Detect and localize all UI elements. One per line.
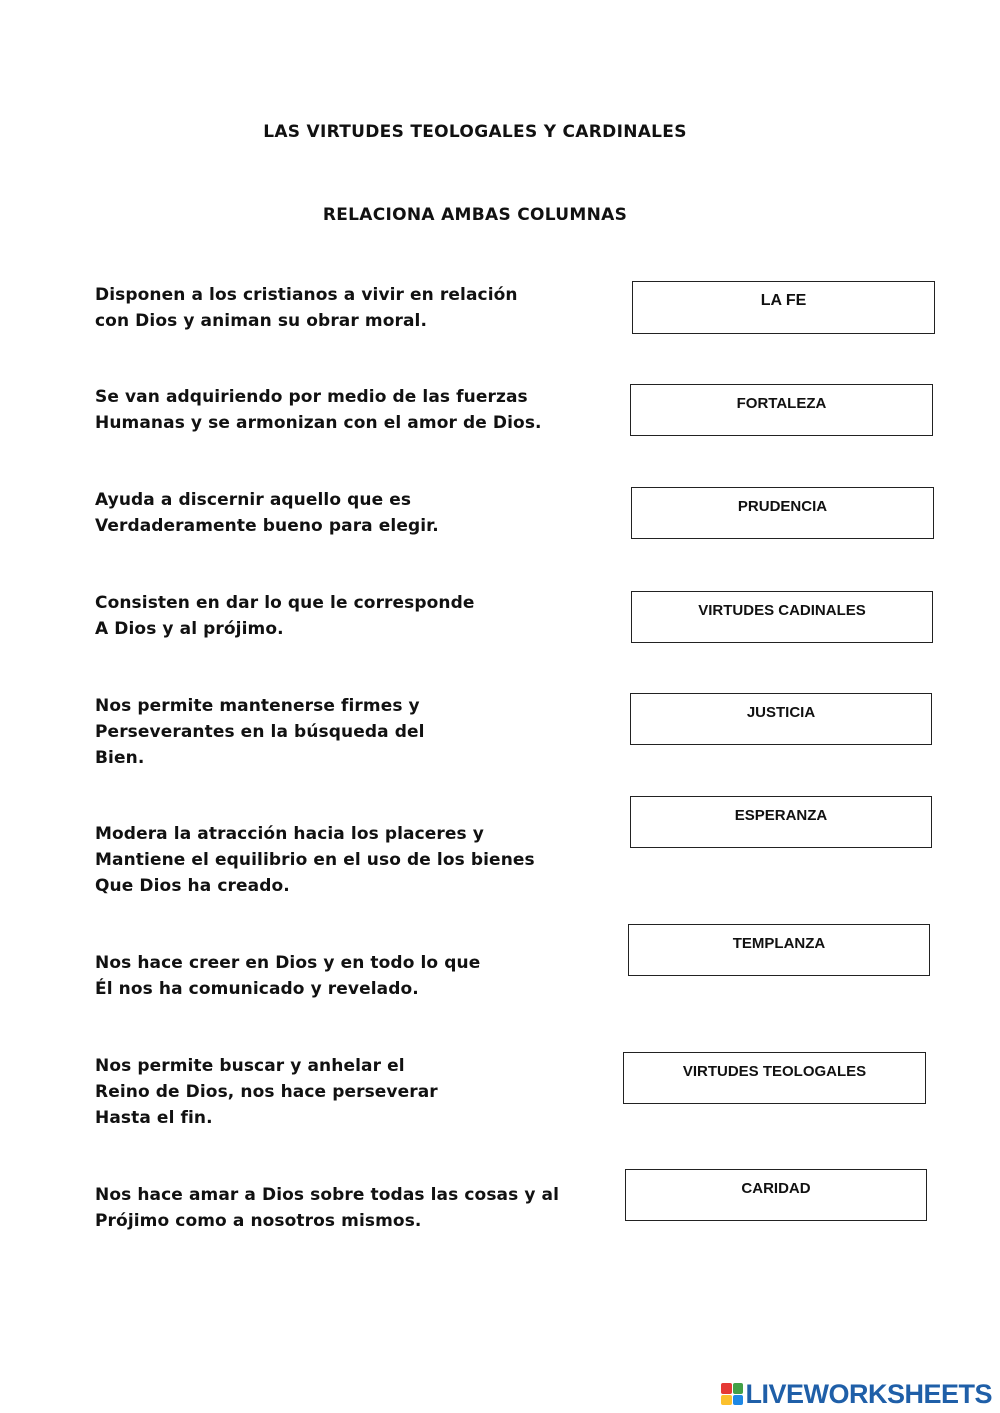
answer-box-esperanza[interactable]: ESPERANZA xyxy=(630,796,932,848)
answer-box-prudencia[interactable]: PRUDENCIA xyxy=(631,487,934,539)
instruction-text: RELACIONA AMBAS COLUMNAS xyxy=(322,205,628,225)
clue-line: Nos hace amar a Dios sobre todas las cosas y al xyxy=(95,1185,560,1205)
clue-line: Reino de Dios, nos hace perseverar xyxy=(95,1082,438,1102)
clue-3 xyxy=(95,487,575,539)
clue-line: Se van adquiriendo por medio de las fuerzas xyxy=(95,387,528,407)
clue-line: Que Dios ha creado. xyxy=(95,876,290,896)
liveworksheets-logo-icon xyxy=(721,1383,743,1405)
clue-line: Bien. xyxy=(95,748,145,768)
clue-4 xyxy=(95,590,575,642)
clue-line: Nos hace creer en Dios y en todo lo que xyxy=(95,953,481,973)
clue-9 xyxy=(95,1182,575,1234)
clue-line: Prójimo como a nosotros mismos. xyxy=(95,1211,422,1231)
clue-8 xyxy=(95,1053,575,1131)
clue-line: Hasta el fin. xyxy=(95,1108,213,1128)
liveworksheets-logo xyxy=(721,1378,992,1409)
clue-line: Nos permite buscar y anhelar el xyxy=(95,1056,405,1076)
clue-line: Verdaderamente bueno para elegir. xyxy=(95,516,439,536)
clue-line: Disponen a los cristianos a vivir en relación xyxy=(95,285,518,305)
clue-line: Ayuda a discernir aquello que es xyxy=(95,490,412,510)
answer-box-fortaleza[interactable]: FORTALEZA xyxy=(630,384,933,436)
clue-line: Él nos ha comunicado y revelado. xyxy=(95,979,419,999)
answer-box-templanza[interactable]: TEMPLANZA xyxy=(628,924,930,976)
clue-2 xyxy=(95,384,575,436)
clue-line: Humanas y se armonizan con el amor de Dios. xyxy=(95,413,542,433)
clue-line: Mantiene el equilibrio en el uso de los bienes xyxy=(95,850,535,870)
answer-box-justicia[interactable]: JUSTICIA xyxy=(630,693,932,745)
logo-text: LIVEWORKSHEETS xyxy=(745,1378,992,1409)
answer-box-la-fe[interactable]: LA FE xyxy=(632,281,935,334)
clue-6 xyxy=(95,821,575,899)
clue-line: Modera la atracción hacia los placeres y xyxy=(95,824,484,844)
clue-1 xyxy=(95,282,575,334)
clue-line: con Dios y animan su obrar moral. xyxy=(95,311,428,331)
answer-box-virtudes-cardinales[interactable]: VIRTUDES CADINALES xyxy=(631,591,933,643)
answer-box-caridad[interactable]: CARIDAD xyxy=(625,1169,927,1221)
clue-7 xyxy=(95,950,575,1002)
page-title: LAS VIRTUDES TEOLOGALES Y CARDINALES xyxy=(263,122,687,142)
clue-line: A Dios y al prójimo. xyxy=(95,619,284,639)
clue-line: Perseverantes en la búsqueda del xyxy=(95,722,425,742)
clue-5 xyxy=(95,693,575,771)
clue-line: Consisten en dar lo que le corresponde xyxy=(95,593,475,613)
answer-box-virtudes-teologales[interactable]: VIRTUDES TEOLOGALES xyxy=(623,1052,926,1104)
clue-line: Nos permite mantenerse firmes y xyxy=(95,696,420,716)
